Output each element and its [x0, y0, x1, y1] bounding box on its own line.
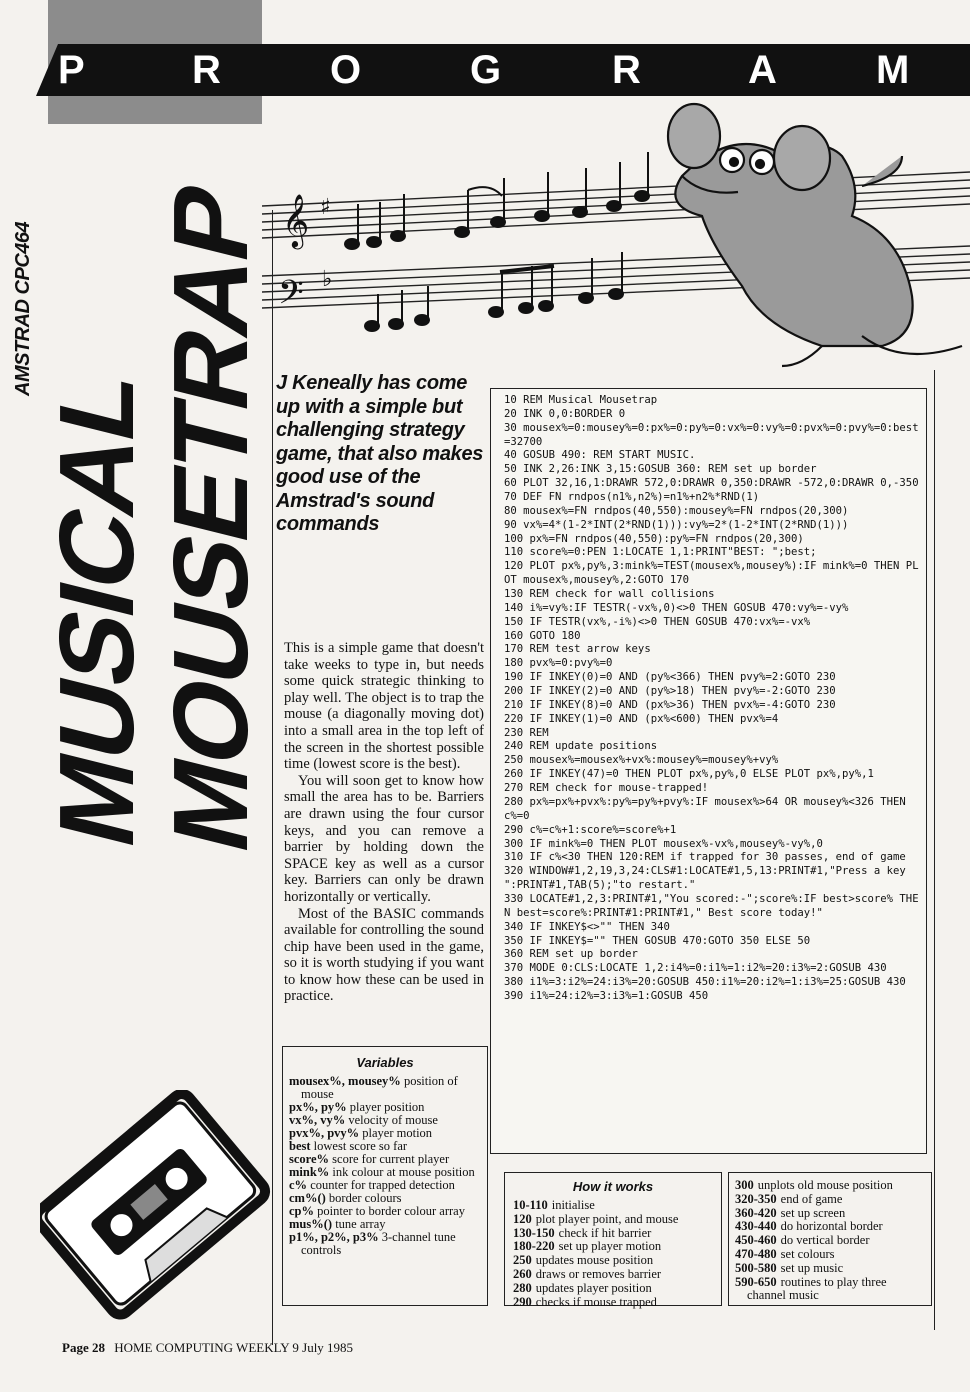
how-it-works-row [735, 1193, 925, 1207]
variable-desc: velocity of mouse [348, 1113, 438, 1127]
variable-name: cm%() [289, 1191, 326, 1205]
variable-row [289, 1075, 481, 1101]
line-desc: unplots old mouse position [757, 1178, 893, 1192]
platform-label: AMSTRAD CPC464 [12, 221, 34, 396]
variable-name: px%, py% [289, 1100, 347, 1114]
line-desc: updates mouse position [535, 1253, 654, 1268]
article-title-line1: MUSICAL [38, 359, 156, 858]
variables-title: Variables [356, 1055, 414, 1070]
line-desc: initialise [551, 1198, 595, 1212]
variable-desc: border colours [328, 1191, 402, 1205]
header-letter: R [612, 48, 641, 92]
variable-name: cp% [289, 1204, 314, 1218]
magazine-name: HOME COMPUTING WEEKLY [114, 1340, 290, 1355]
line-desc: draws or removes barrier [535, 1266, 662, 1281]
line-desc: set up screen [780, 1205, 846, 1220]
line-range: 360-420 [735, 1205, 777, 1220]
variable-name: p1%, p2%, p3% [289, 1230, 379, 1244]
variable-desc: score for current player [332, 1152, 450, 1166]
header-letter: R [192, 48, 221, 92]
svg-text:𝄞: 𝄞 [282, 193, 310, 247]
line-range: 260 [513, 1266, 532, 1281]
line-range: 290 [513, 1294, 532, 1309]
issue-date: 9 July 1985 [292, 1340, 354, 1355]
line-desc: check if hit barrier [558, 1225, 652, 1240]
line-range: 590-650 [735, 1274, 777, 1289]
line-range: 10-110 [513, 1198, 548, 1212]
header-letter: M [876, 48, 910, 92]
line-desc: set up player motion [558, 1239, 662, 1254]
line-range: 470-480 [735, 1246, 777, 1261]
how-it-works-row [513, 1199, 713, 1213]
variable-name: vx%, vy% [289, 1113, 346, 1127]
how-it-works-row [513, 1227, 713, 1241]
variable-desc: counter for trapped detection [310, 1178, 455, 1192]
how-it-works-row [513, 1213, 713, 1227]
line-desc: set up music [780, 1260, 844, 1275]
line-desc: end of game [780, 1191, 843, 1206]
line-range: 250 [513, 1253, 532, 1268]
variable-name: score% [289, 1152, 330, 1166]
how-it-works-row [735, 1207, 925, 1221]
how-it-works-row [513, 1282, 713, 1296]
line-desc: routines to play three channel music [747, 1274, 887, 1303]
variable-name: c% [289, 1178, 308, 1192]
body-paragraph: You will soon get to know how small the area has to be. Barriers are drawn using the four cursor keys, and you can remove a barrier by holding down the SPACE key as well as a cursor key. Barriers can only be drawn horizontally or vertically. [284, 772, 484, 905]
variable-name: mousex%, mousey% [289, 1074, 401, 1088]
svg-text:♭: ♭ [322, 267, 333, 292]
line-desc: do vertical border [780, 1233, 870, 1248]
page-footer [62, 1340, 353, 1356]
article-intro: J Keneally has come up with a simple but challenging strategy game, that also makes good use of the Amstrad's sound commands [276, 372, 484, 535]
variable-desc: position of mouse [301, 1074, 458, 1101]
line-range: 500-580 [735, 1260, 777, 1275]
how-it-works-row [735, 1276, 925, 1304]
line-range: 320-350 [735, 1191, 777, 1206]
variable-desc: player position [349, 1100, 425, 1114]
how-it-works-row [735, 1262, 925, 1276]
how-it-works-row [735, 1220, 925, 1234]
variable-name: best [289, 1139, 311, 1153]
body-paragraph: This is a simple game that doesn't take weeks to type in, but needs some quick strategic thinking to play well. The object is to trap the mouse (a diagonally moving dot) into a small area in the top left of the screen in the shortest possible time (lowest score is the best). [284, 640, 484, 773]
variable-name: mus%() [289, 1217, 333, 1231]
line-desc: updates player position [535, 1280, 652, 1295]
header-letter: G [470, 48, 502, 92]
article-body [284, 640, 484, 1005]
how-it-works-row [735, 1248, 925, 1262]
variable-row [289, 1231, 481, 1257]
cassette-tape-illustration [40, 1090, 280, 1340]
how-it-works-row [513, 1268, 713, 1282]
variable-desc: ink colour at mouse position [332, 1165, 475, 1179]
line-range: 130-150 [513, 1225, 555, 1240]
header-letter: O [330, 48, 362, 92]
variable-desc: tune array [335, 1217, 386, 1231]
how-it-works-row [735, 1179, 925, 1193]
line-range: 300 [735, 1178, 754, 1192]
how-it-works-title: How it works [572, 1179, 654, 1194]
article-title-line2: MOUSETRAP [152, 174, 270, 863]
how-it-works-row [513, 1254, 713, 1268]
header-letter: P [58, 48, 85, 92]
variable-desc: pointer to border colour array [317, 1204, 465, 1218]
line-desc: set colours [780, 1246, 835, 1261]
svg-text:𝄢: 𝄢 [278, 274, 304, 320]
right-column-rule [934, 370, 935, 1330]
how-it-works-box [504, 1172, 722, 1309]
variable-desc: 3-channel tune controls [301, 1230, 456, 1257]
music-staff-mouse-illustration [262, 96, 970, 396]
variable-desc: lowest score so far [313, 1139, 408, 1153]
variable-name: mink% [289, 1165, 330, 1179]
line-range: 280 [513, 1280, 532, 1295]
body-paragraph: Most of the BASIC commands available for controlling the sound chip have been used in the game, so it is worth studying if you want to know how these can be used in practice. [284, 905, 484, 1005]
variable-desc: player motion [362, 1126, 433, 1140]
how-it-works-row [513, 1296, 713, 1310]
program-listing: 10 REM Musical Mousetrap 20 INK 0,0:BORDER 0 30 mousex%=0:mousey%=0:px%=0:py%=0:vx%=0:vy%=0:pvx%=0:pvy%=0:best=32700 40 GOSUB 490: REM START MUSIC. 50 INK 2,26:INK 3,15:GOSUB 360: REM set up border 60 PLOT 32,16,1:DRAWR 572,0:DRAWR 0,350:DRAWR -572,0:DRAWR 0,-350 70 DEF FN rndpos(n1%,n2%)=n1%+n2%*RND(1) 80 mousex%=FN rndpos(40,550):mousey%=FN rndpos(20,300) 90 vx%=4*(1-2*INT(2*RND(1))):vy%=2*(1-2*INT(2*RND(1))) 100 px%=FN rndpos(40,550):py%=FN rndpos(20,300) 110 score%=0:PEN 1:LOCATE 1,1:PRINT"BEST: ";best; 120 PLOT px%,py%,3:mink%=TEST(mousex%,mousey%):IF mink%=0 THEN PLOT mousex%,mousey%,2:GOTO 170 130 REM check for wall collisions 140 i%=vy%:IF TESTR(-vx%,0)<>0 THEN GOSUB 470:vy%=-vy% 150 IF TESTR(vx%,-i%)<>0 THEN GOSUB 470:vx%=-vx% 160 GOTO 180 170 REM test arrow keys 180 pvx%=0:pvy%=0 190 IF INKEY(0)=0 AND (py%<366) THEN pvy%=2:GOTO 230 200 IF INKEY(2)=0 AND (py%>18) THEN pvy%=-2:GOTO 230 210 IF INKEY(8)=0 AND (px%>36) THEN pvx%=-4:GOTO 230 220 IF INKEY(1)=0 AND (px%<600) THEN pvx%=4 230 REM 240 REM update positions 250 mousex%=mousex%+vx%:mousey%=mousey%+vy% 260 IF INKEY(47)=0 THEN PLOT px%,py%,0 ELSE PLOT px%,py%,1 270 REM check for mouse-trapped! 280 px%=px%+pvx%:py%=py%+pvy%:IF mousex%>64 OR mousey%<326 THEN c%=0 290 c%=c%+1:score%=score%+1 300 IF mink%=0 THEN PLOT mousex%-vx%,mousey%-vy%,0 310 IF c%<30 THEN 120:REM if trapped for 30 passes, end of game 320 WINDOW#1,2,19,3,24:CLS#1:LOCATE#1,5,13:PRINT#1,"Press a key ":PRINT#1,TAB(5);"to restart." 330 LOCATE#1,2,3:PRINT#1,"You scored:-";score%:IF best>score% THEN best=score%:PRINT#1:PRINT#1," Best score today!" 340 IF INKEY$<>"" THEN 340 350 IF INKEY$="" THEN GOSUB 470:GOTO 350 ELSE 50 360 REM set up border 370 MODE 0:CLS:LOCATE 1,2:i4%=0:i1%=1:i2%=20:i3%=2:GOSUB 430 380 i1%=3:i2%=24:i3%=20:GOSUB 450:i1%=20:i2%=1:i3%=25:GOSUB 430 390 i1%=24:i2%=3:i3%=1:GOSUB 450 [504, 394, 919, 1002]
variable-name: pvx%, pvy% [289, 1126, 360, 1140]
line-range: 180-220 [513, 1239, 555, 1254]
how-it-works-box-continued [728, 1172, 932, 1306]
svg-text:♯: ♯ [320, 195, 331, 220]
line-desc: do horizontal border [780, 1219, 883, 1234]
how-it-works-row [735, 1234, 925, 1248]
section-header-band [36, 44, 970, 96]
variables-box [282, 1046, 488, 1306]
line-range: 120 [513, 1211, 532, 1226]
line-desc: plot player point, and mouse [535, 1211, 679, 1226]
line-range: 450-460 [735, 1233, 777, 1248]
line-range: 430-440 [735, 1219, 777, 1234]
page-number: Page 28 [62, 1340, 105, 1355]
line-desc: checks if mouse trapped [535, 1294, 657, 1309]
how-it-works-row [513, 1240, 713, 1254]
header-letter: A [748, 48, 777, 92]
